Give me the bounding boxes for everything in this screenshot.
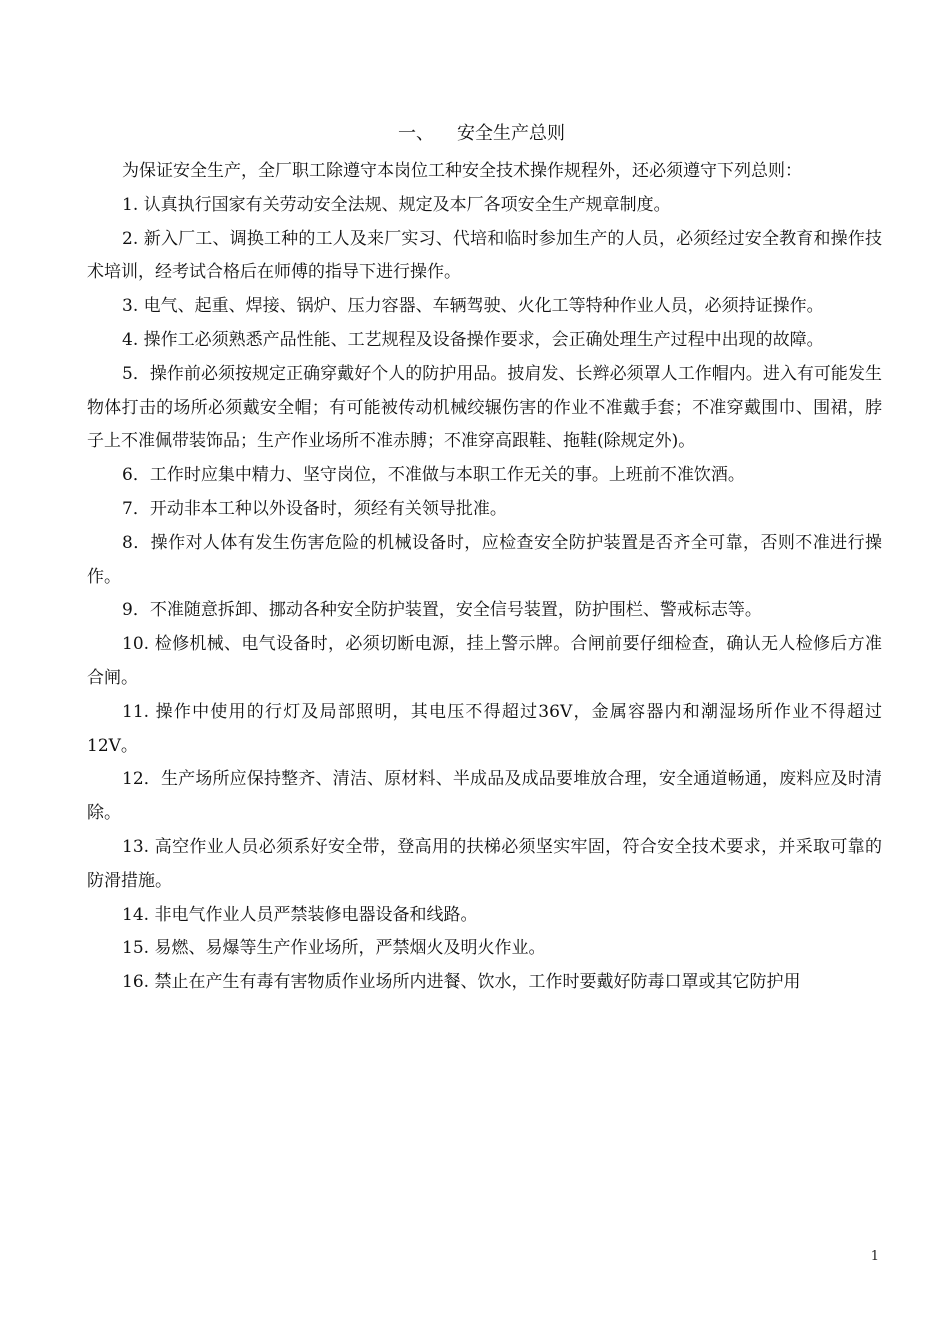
- section-title: [0, 119, 950, 149]
- rule-item-6: 6．工作时应集中精力、坚守岗位，不准做与本职工作无关的事。上班前不准饮酒。: [122, 465, 745, 486]
- rule-item-15: 15. 易燃、易爆等生产作业场所，严禁烟火及明火作业。: [122, 938, 546, 959]
- page-number: 1: [870, 1249, 879, 1264]
- body-text: [87, 155, 882, 1000]
- section-number: 一、: [398, 123, 434, 144]
- rule-item-8: 8．操作对人体有发生伤害危险的机械设备时，应检查安全防护装置是否齐全可靠，否则不准进行操作。: [87, 532, 882, 587]
- rule-item-7: 7．开动非本工种以外设备时，须经有关领导批准。: [122, 498, 507, 519]
- section-title-text: 安全生产总则: [457, 123, 565, 144]
- rule-item-10: 10. 检修机械、电气设备时，必须切断电源，挂上警示牌。合闸前要仔细检查，确认无人检修后方准合闸。: [87, 634, 882, 688]
- rule-item-13: 13. 高空作业人员必须系好安全带，登高用的扶梯必须坚实牢固，符合安全技术要求，并采取可靠的防滑措施。: [87, 836, 882, 891]
- rule-item-5: 5．操作前必须按规定正确穿戴好个人的防护用品。披肩发、长辫必须罩人工作帽内。进入有可能发生物体打击的场所必须戴安全帽；有可能被传动机械绞辗伤害的作业不准戴手套；不准穿戴围巾、围裙，脖子上不准佩带装饰品；生产作业场所不准赤膊；不准穿高跟鞋、拖鞋(除规定外)。: [87, 363, 882, 452]
- rule-item-3: 3. 电气、起重、焊接、锅炉、压力容器、车辆驾驶、火化工等特种作业人员，必须持证操作。: [122, 296, 824, 317]
- rule-item-2: 2. 新入厂工、调换工种的工人及来厂实习、代培和临时参加生产的人员，必须经过安全教育和操作技术培训，经考试合格后在师傅的指导下进行操作。: [87, 228, 882, 283]
- rule-item-11: 11. 操作中使用的行灯及局部照明，其电压不得超过36V，金属容器内和潮湿场所作业不得超过12V。: [87, 701, 882, 756]
- rule-item-4: 4. 操作工必须熟悉产品性能、工艺规程及设备操作要求，会正确处理生产过程中出现的故障。: [122, 329, 824, 350]
- rule-item-16: 16. 禁止在产生有毒有害物质作业场所内进餐、饮水，工作时要戴好防毒口罩或其它防护用: [122, 972, 801, 993]
- rule-item-1: 1. 认真执行国家有关劳动安全法规、规定及本厂各项安全生产规章制度。: [122, 194, 671, 215]
- rule-item-14: 14. 非电气作业人员严禁装修电器设备和线路。: [122, 904, 478, 925]
- intro-paragraph: 为保证安全生产，全厂职工除遵守本岗位工种安全技术操作规程外，还必须遵守下列总则：: [122, 161, 802, 181]
- rule-item-9: 9．不准随意拆卸、挪动各种安全防护装置，安全信号装置，防护围栏、警戒标志等。: [122, 600, 762, 621]
- rule-item-12: 12．生产场所应保持整齐、清洁、原材料、半成品及成品要堆放合理，安全通道畅通，废料应及时清除。: [87, 769, 882, 824]
